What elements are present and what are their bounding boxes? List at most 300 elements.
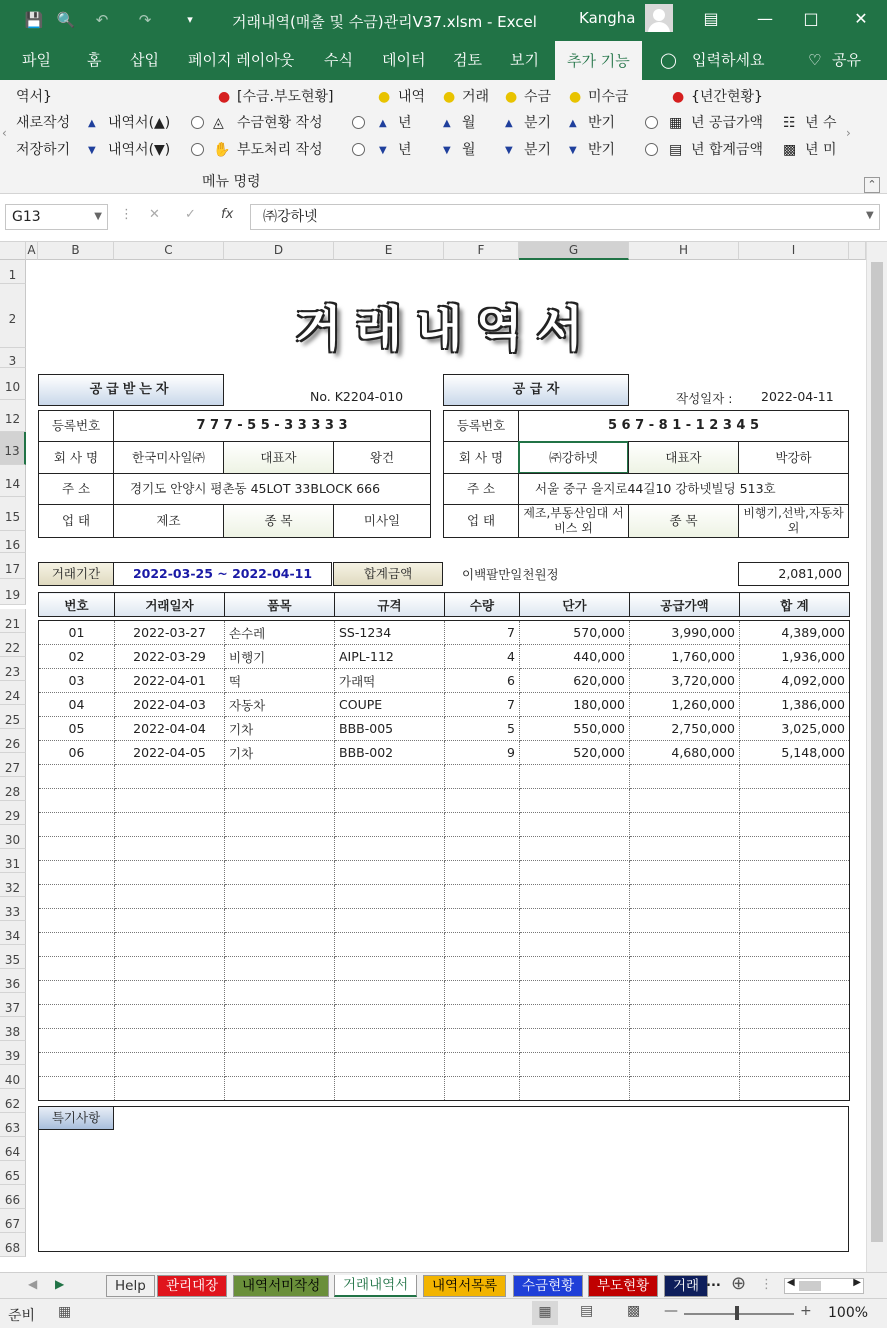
collection-create-button[interactable]: 수금현황 작성: [237, 115, 323, 131]
table-cell[interactable]: [39, 789, 115, 813]
row-header[interactable]: 38: [0, 1017, 26, 1041]
undo-icon[interactable]: ↶: [95, 11, 109, 29]
year-up-button[interactable]: 년: [398, 115, 412, 131]
row-header[interactable]: 63: [0, 1113, 26, 1137]
col-header-g[interactable]: G: [519, 242, 629, 260]
col-header-h[interactable]: H: [629, 242, 739, 260]
function-icon[interactable]: fx: [221, 207, 234, 222]
table-cell[interactable]: [39, 765, 115, 789]
table-cell[interactable]: 비행기: [225, 645, 335, 669]
doc-up-button[interactable]: 내역서(▲): [108, 115, 171, 131]
table-cell[interactable]: [39, 885, 115, 909]
table-cell[interactable]: 4,680,000: [630, 741, 740, 765]
table-cell[interactable]: COUPE: [335, 693, 445, 717]
row-header[interactable]: 65: [0, 1161, 26, 1185]
table-cell[interactable]: [225, 1077, 335, 1101]
table-cell[interactable]: [225, 861, 335, 885]
table-cell[interactable]: [115, 933, 225, 957]
chevron-down-icon[interactable]: ▼: [94, 211, 102, 222]
row-header[interactable]: 64: [0, 1137, 26, 1161]
row-header[interactable]: 34: [0, 921, 26, 945]
table-cell[interactable]: [335, 765, 445, 789]
table-cell[interactable]: 4,389,000: [740, 621, 850, 645]
table-cell[interactable]: [520, 885, 630, 909]
table-cell[interactable]: [740, 1053, 850, 1077]
table-cell[interactable]: [445, 861, 520, 885]
row-header[interactable]: 30: [0, 825, 26, 849]
print-preview-icon[interactable]: 🔍: [56, 11, 76, 29]
seller-rep[interactable]: 박강하: [738, 441, 849, 474]
buyer-rep[interactable]: 왕건: [333, 441, 431, 474]
table-cell[interactable]: [445, 957, 520, 981]
tab-review[interactable]: 검토: [453, 51, 482, 69]
zoom-in-icon[interactable]: +: [800, 1303, 812, 1319]
buyer-company[interactable]: 한국미사일㈜: [113, 441, 224, 474]
table-cell[interactable]: [740, 1077, 850, 1101]
table-cell[interactable]: [335, 957, 445, 981]
table-cell[interactable]: [115, 1005, 225, 1029]
table-cell[interactable]: [335, 1029, 445, 1053]
table-cell[interactable]: [225, 813, 335, 837]
table-cell[interactable]: [740, 885, 850, 909]
row-header[interactable]: 22: [0, 633, 26, 657]
zoom-level[interactable]: 100%: [828, 1305, 869, 1321]
col-header-b[interactable]: B: [38, 242, 114, 260]
seller-company-selected[interactable]: ㈜강하넷: [518, 441, 629, 474]
tab-data[interactable]: 데이터: [382, 51, 426, 69]
tell-me-input[interactable]: 입력하세요: [692, 51, 765, 69]
macro-record-icon[interactable]: ▦: [58, 1304, 72, 1320]
vertical-scrollbar[interactable]: [866, 242, 887, 1272]
table-cell[interactable]: [520, 1053, 630, 1077]
table-cell[interactable]: [740, 981, 850, 1005]
row-header[interactable]: 40: [0, 1065, 26, 1089]
zoom-slider-thumb[interactable]: [735, 1306, 739, 1320]
table-cell[interactable]: 2022-04-05: [115, 741, 225, 765]
row-header[interactable]: 36: [0, 969, 26, 993]
table-cell[interactable]: [335, 861, 445, 885]
row-header[interactable]: 1: [0, 260, 26, 284]
table-cell[interactable]: 180,000: [520, 693, 630, 717]
table-cell[interactable]: [335, 837, 445, 861]
table-cell[interactable]: [630, 813, 740, 837]
month-up-button[interactable]: 월: [462, 115, 476, 131]
table-cell[interactable]: [225, 837, 335, 861]
row-header[interactable]: 24: [0, 681, 26, 705]
table-cell[interactable]: [520, 909, 630, 933]
table-cell[interactable]: 1,386,000: [740, 693, 850, 717]
row-header[interactable]: 39: [0, 1041, 26, 1065]
page-layout-view-icon[interactable]: ▤: [580, 1303, 594, 1319]
table-cell[interactable]: [225, 981, 335, 1005]
tab-insert[interactable]: 삽입: [130, 51, 159, 69]
table-cell[interactable]: [740, 1029, 850, 1053]
ribbon-scroll-left-icon[interactable]: ‹: [2, 126, 7, 140]
table-cell[interactable]: 2022-03-27: [115, 621, 225, 645]
radio-supply[interactable]: [645, 114, 658, 132]
table-cell[interactable]: [335, 789, 445, 813]
table-cell[interactable]: [630, 861, 740, 885]
row-header[interactable]: 29: [0, 801, 26, 825]
table-cell[interactable]: 4,092,000: [740, 669, 850, 693]
maximize-icon[interactable]: □: [803, 9, 819, 28]
sheet-tab[interactable]: 내역서미작성: [233, 1275, 329, 1297]
table-cell[interactable]: [630, 1077, 740, 1101]
col-header-i[interactable]: I: [739, 242, 849, 260]
table-cell[interactable]: [630, 1005, 740, 1029]
table-cell[interactable]: [225, 1005, 335, 1029]
quarter-up-button[interactable]: 분기: [524, 115, 552, 131]
table-cell[interactable]: [740, 909, 850, 933]
annual-receivable-button[interactable]: 년 미: [805, 142, 837, 158]
seller-reg-number[interactable]: 5 6 7 - 8 1 - 1 2 3 4 5: [518, 410, 849, 442]
page-break-view-icon[interactable]: ▩: [627, 1303, 641, 1319]
doc-down-button[interactable]: 내역서(▼): [108, 142, 171, 158]
table-cell[interactable]: [115, 1029, 225, 1053]
share-button[interactable]: 공유: [832, 51, 861, 69]
horizontal-scrollbar[interactable]: [784, 1278, 864, 1294]
normal-view-icon[interactable]: ▦: [532, 1301, 558, 1325]
table-cell[interactable]: 05: [39, 717, 115, 741]
table-cell[interactable]: [520, 981, 630, 1005]
table-cell[interactable]: 기차: [225, 717, 335, 741]
table-cell[interactable]: [630, 765, 740, 789]
row-header[interactable]: 33: [0, 897, 26, 921]
table-cell[interactable]: [115, 861, 225, 885]
table-cell[interactable]: 01: [39, 621, 115, 645]
sheet-tab[interactable]: Help: [106, 1275, 155, 1297]
table-cell[interactable]: [520, 813, 630, 837]
table-cell[interactable]: [520, 789, 630, 813]
table-cell[interactable]: [445, 789, 520, 813]
annual-total-button[interactable]: 년 합계금액: [691, 142, 764, 158]
table-cell[interactable]: [335, 1053, 445, 1077]
minimize-icon[interactable]: —: [757, 9, 773, 28]
table-cell[interactable]: [225, 957, 335, 981]
buyer-biz[interactable]: 제조: [113, 504, 224, 538]
row-header[interactable]: 32: [0, 873, 26, 897]
formula-input[interactable]: ㈜강하넷: [250, 204, 880, 230]
row-header[interactable]: 26: [0, 729, 26, 753]
table-cell[interactable]: [445, 837, 520, 861]
row-header[interactable]: 28: [0, 777, 26, 801]
table-cell[interactable]: 6: [445, 669, 520, 693]
table-cell[interactable]: [225, 909, 335, 933]
table-cell[interactable]: 03: [39, 669, 115, 693]
sheet-tab[interactable]: 거래내역서: [334, 1275, 417, 1297]
row-header[interactable]: 68: [0, 1233, 26, 1257]
table-cell[interactable]: BBB-002: [335, 741, 445, 765]
prev-sheet-icon[interactable]: ◀: [28, 1277, 38, 1291]
table-cell[interactable]: [39, 1077, 115, 1101]
row-header[interactable]: 10: [0, 368, 26, 400]
seller-address[interactable]: 서울 중구 을지로44길10 강하넷빌딩 513호: [518, 473, 849, 505]
seller-biz[interactable]: 제조,부동산임대 서비스 외: [518, 504, 629, 538]
table-cell[interactable]: [39, 837, 115, 861]
table-cell[interactable]: 520,000: [520, 741, 630, 765]
cancel-icon[interactable]: ✕: [149, 207, 160, 222]
table-cell[interactable]: [39, 1053, 115, 1077]
tab-formulas[interactable]: 수식: [324, 51, 353, 69]
enter-icon[interactable]: ✓: [185, 207, 196, 222]
table-cell[interactable]: [335, 1005, 445, 1029]
share-icon[interactable]: ♡: [808, 51, 822, 69]
table-cell[interactable]: BBB-005: [335, 717, 445, 741]
expand-formula-icon[interactable]: ▼: [866, 210, 874, 221]
row-header[interactable]: 21: [0, 609, 26, 633]
sheet-tab[interactable]: 거래: [664, 1275, 708, 1297]
table-cell[interactable]: [520, 1029, 630, 1053]
buyer-reg-number[interactable]: 7 7 7 - 5 5 - 3 3 3 3 3: [113, 410, 431, 442]
ribbon-scroll-right-icon[interactable]: ›: [846, 126, 851, 140]
add-sheet-icon[interactable]: ⊕: [731, 1273, 747, 1294]
table-cell[interactable]: SS-1234: [335, 621, 445, 645]
col-header-e[interactable]: E: [334, 242, 444, 260]
notes-box[interactable]: [38, 1106, 849, 1252]
row-header[interactable]: 67: [0, 1209, 26, 1233]
table-cell[interactable]: 2,750,000: [630, 717, 740, 741]
table-cell[interactable]: [39, 933, 115, 957]
table-cell[interactable]: [225, 1029, 335, 1053]
more-sheets[interactable]: ...: [706, 1275, 721, 1290]
customize-toolbar-icon[interactable]: ▾: [187, 13, 193, 26]
row-header[interactable]: 15: [0, 497, 26, 531]
table-cell[interactable]: [445, 933, 520, 957]
table-cell[interactable]: [630, 885, 740, 909]
row-header[interactable]: 17: [0, 553, 26, 579]
table-cell[interactable]: 2022-03-29: [115, 645, 225, 669]
table-cell[interactable]: [225, 933, 335, 957]
row-header[interactable]: 14: [0, 465, 26, 497]
table-cell[interactable]: [115, 981, 225, 1005]
select-all-corner[interactable]: [0, 242, 26, 260]
table-cell[interactable]: 2022-04-01: [115, 669, 225, 693]
table-cell[interactable]: [39, 1005, 115, 1029]
table-cell[interactable]: [225, 765, 335, 789]
table-cell[interactable]: 1,936,000: [740, 645, 850, 669]
table-cell[interactable]: 기차: [225, 741, 335, 765]
table-cell[interactable]: [630, 957, 740, 981]
row-header[interactable]: 31: [0, 849, 26, 873]
radio-year-down[interactable]: [352, 141, 365, 159]
table-cell[interactable]: [335, 813, 445, 837]
scroll-right-icon[interactable]: ▶: [853, 1277, 861, 1288]
row-header[interactable]: 16: [0, 531, 26, 553]
table-cell[interactable]: 7: [445, 693, 520, 717]
close-icon[interactable]: ✕: [854, 9, 868, 28]
table-cell[interactable]: 1,760,000: [630, 645, 740, 669]
table-cell[interactable]: 04: [39, 693, 115, 717]
table-cell[interactable]: 4: [445, 645, 520, 669]
new-button[interactable]: 새로작성: [16, 115, 71, 131]
table-cell[interactable]: [115, 1053, 225, 1077]
save-doc-button[interactable]: 저장하기: [16, 142, 71, 158]
table-cell[interactable]: AIPL-112: [335, 645, 445, 669]
doc-date[interactable]: 2022-04-11: [761, 389, 834, 404]
table-cell[interactable]: [115, 813, 225, 837]
table-cell[interactable]: [740, 957, 850, 981]
annual-supply-button[interactable]: 년 공급가액: [691, 115, 764, 131]
table-cell[interactable]: [335, 933, 445, 957]
table-cell[interactable]: [225, 789, 335, 813]
table-cell[interactable]: 가래떡: [335, 669, 445, 693]
table-cell[interactable]: 5,148,000: [740, 741, 850, 765]
table-cell[interactable]: [740, 813, 850, 837]
tab-page-layout[interactable]: 페이지 레이아웃: [188, 51, 295, 69]
table-cell[interactable]: [445, 981, 520, 1005]
row-header[interactable]: 25: [0, 705, 26, 729]
col-header-a[interactable]: A: [26, 242, 38, 260]
table-cell[interactable]: [445, 909, 520, 933]
row-header[interactable]: 62: [0, 1089, 26, 1113]
table-cell[interactable]: [115, 765, 225, 789]
row-header[interactable]: 13: [0, 432, 26, 465]
table-cell[interactable]: [630, 909, 740, 933]
buyer-item[interactable]: 미사일: [333, 504, 431, 538]
half-up-button[interactable]: 반기: [588, 115, 616, 131]
table-cell[interactable]: [445, 1005, 520, 1029]
table-cell[interactable]: 5: [445, 717, 520, 741]
table-cell[interactable]: [445, 765, 520, 789]
table-cell[interactable]: 7: [445, 621, 520, 645]
table-cell[interactable]: [445, 1029, 520, 1053]
table-cell[interactable]: [115, 789, 225, 813]
zoom-out-icon[interactable]: —: [664, 1303, 678, 1319]
row-header[interactable]: 12: [0, 400, 26, 432]
table-cell[interactable]: [630, 837, 740, 861]
table-cell[interactable]: [39, 813, 115, 837]
year-down-button[interactable]: 년: [398, 142, 412, 158]
table-cell[interactable]: [630, 789, 740, 813]
table-cell[interactable]: 손수레: [225, 621, 335, 645]
table-cell[interactable]: [225, 1053, 335, 1077]
table-cell[interactable]: 3,025,000: [740, 717, 850, 741]
table-cell[interactable]: [630, 981, 740, 1005]
table-cell[interactable]: 3,720,000: [630, 669, 740, 693]
table-cell[interactable]: [445, 1077, 520, 1101]
month-down-button[interactable]: 월: [462, 142, 476, 158]
table-cell[interactable]: [115, 957, 225, 981]
scroll-thumb[interactable]: [871, 262, 883, 1242]
collapse-ribbon-icon[interactable]: ⌃: [864, 177, 880, 193]
half-down-button[interactable]: 반기: [588, 142, 616, 158]
table-cell[interactable]: [520, 837, 630, 861]
row-header[interactable]: 23: [0, 657, 26, 681]
save-icon[interactable]: 💾: [24, 11, 44, 29]
table-cell[interactable]: 550,000: [520, 717, 630, 741]
table-cell[interactable]: [335, 981, 445, 1005]
tabs-split-icon[interactable]: ⋮: [760, 1277, 773, 1292]
table-cell[interactable]: 02: [39, 645, 115, 669]
col-header-d[interactable]: D: [224, 242, 334, 260]
table-cell[interactable]: 1,260,000: [630, 693, 740, 717]
table-cell[interactable]: [115, 885, 225, 909]
sheet-tab[interactable]: 내역서목록: [423, 1275, 506, 1297]
next-sheet-icon[interactable]: ▶: [55, 1277, 65, 1291]
total-amount[interactable]: 2,081,000: [738, 562, 849, 586]
table-cell[interactable]: 620,000: [520, 669, 630, 693]
table-cell[interactable]: [740, 765, 850, 789]
table-cell[interactable]: 3,990,000: [630, 621, 740, 645]
table-cell[interactable]: [520, 1005, 630, 1029]
table-cell[interactable]: [740, 1005, 850, 1029]
seller-item[interactable]: 비행기,선박,자동차 외: [738, 504, 849, 538]
table-cell[interactable]: [520, 957, 630, 981]
table-cell[interactable]: [335, 909, 445, 933]
table-cell[interactable]: 9: [445, 741, 520, 765]
tab-home[interactable]: 홈: [87, 51, 102, 69]
table-cell[interactable]: [630, 1029, 740, 1053]
name-box[interactable]: [5, 204, 108, 230]
col-header-f[interactable]: F: [444, 242, 519, 260]
sheet-tab[interactable]: 관리대장: [157, 1275, 227, 1297]
table-cell[interactable]: [630, 1053, 740, 1077]
redo-icon[interactable]: ↷: [138, 11, 152, 29]
table-cell[interactable]: [445, 813, 520, 837]
avatar[interactable]: [645, 4, 673, 32]
table-cell[interactable]: 자동차: [225, 693, 335, 717]
table-cell[interactable]: [445, 1053, 520, 1077]
table-cell[interactable]: [115, 837, 225, 861]
quarter-down-button[interactable]: 분기: [524, 142, 552, 158]
h-scroll-thumb[interactable]: [799, 1281, 821, 1291]
drag-handle-icon[interactable]: ⋮: [120, 207, 133, 222]
table-cell[interactable]: [115, 1077, 225, 1101]
row-header[interactable]: 35: [0, 945, 26, 969]
table-cell[interactable]: 떡: [225, 669, 335, 693]
table-cell[interactable]: [740, 861, 850, 885]
table-cell[interactable]: 440,000: [520, 645, 630, 669]
scroll-left-icon[interactable]: ◀: [787, 1277, 795, 1288]
table-cell[interactable]: [39, 909, 115, 933]
table-cell[interactable]: [520, 861, 630, 885]
table-cell[interactable]: [445, 885, 520, 909]
row-header[interactable]: 66: [0, 1185, 26, 1209]
table-cell[interactable]: [520, 933, 630, 957]
col-header-c[interactable]: C: [114, 242, 224, 260]
table-cell[interactable]: [520, 765, 630, 789]
table-cell[interactable]: [225, 885, 335, 909]
default-create-button[interactable]: 부도처리 작성: [237, 142, 323, 158]
table-cell[interactable]: [740, 789, 850, 813]
ribbon-display-icon[interactable]: ▤: [703, 9, 719, 28]
table-cell[interactable]: [740, 837, 850, 861]
annual-collect-button[interactable]: 년 수: [805, 115, 837, 131]
table-cell[interactable]: [39, 957, 115, 981]
table-cell[interactable]: [39, 981, 115, 1005]
table-cell[interactable]: [520, 1077, 630, 1101]
table-cell[interactable]: [39, 1029, 115, 1053]
zoom-slider[interactable]: [684, 1313, 794, 1315]
table-cell[interactable]: 2022-04-03: [115, 693, 225, 717]
table-cell[interactable]: 06: [39, 741, 115, 765]
buyer-address[interactable]: 경기도 안양시 평촌동 45LOT 33BLOCK 666: [113, 473, 431, 505]
row-header[interactable]: 27: [0, 753, 26, 777]
table-cell[interactable]: [740, 933, 850, 957]
radio-year[interactable]: [352, 114, 365, 132]
tab-addins[interactable]: 추가 기능: [555, 40, 642, 80]
sheet-tab[interactable]: 부도현황: [588, 1275, 658, 1297]
table-cell[interactable]: [115, 909, 225, 933]
tab-file[interactable]: 파일: [22, 51, 51, 69]
row-header[interactable]: 19: [0, 579, 26, 605]
trade-period[interactable]: 2022-03-25 ~ 2022-04-11: [113, 562, 332, 586]
sheet-tab[interactable]: 수금현황: [513, 1275, 583, 1297]
user-name[interactable]: Kangha: [579, 9, 636, 27]
table-cell[interactable]: [630, 933, 740, 957]
table-cell[interactable]: [335, 885, 445, 909]
table-cell[interactable]: 2022-04-04: [115, 717, 225, 741]
